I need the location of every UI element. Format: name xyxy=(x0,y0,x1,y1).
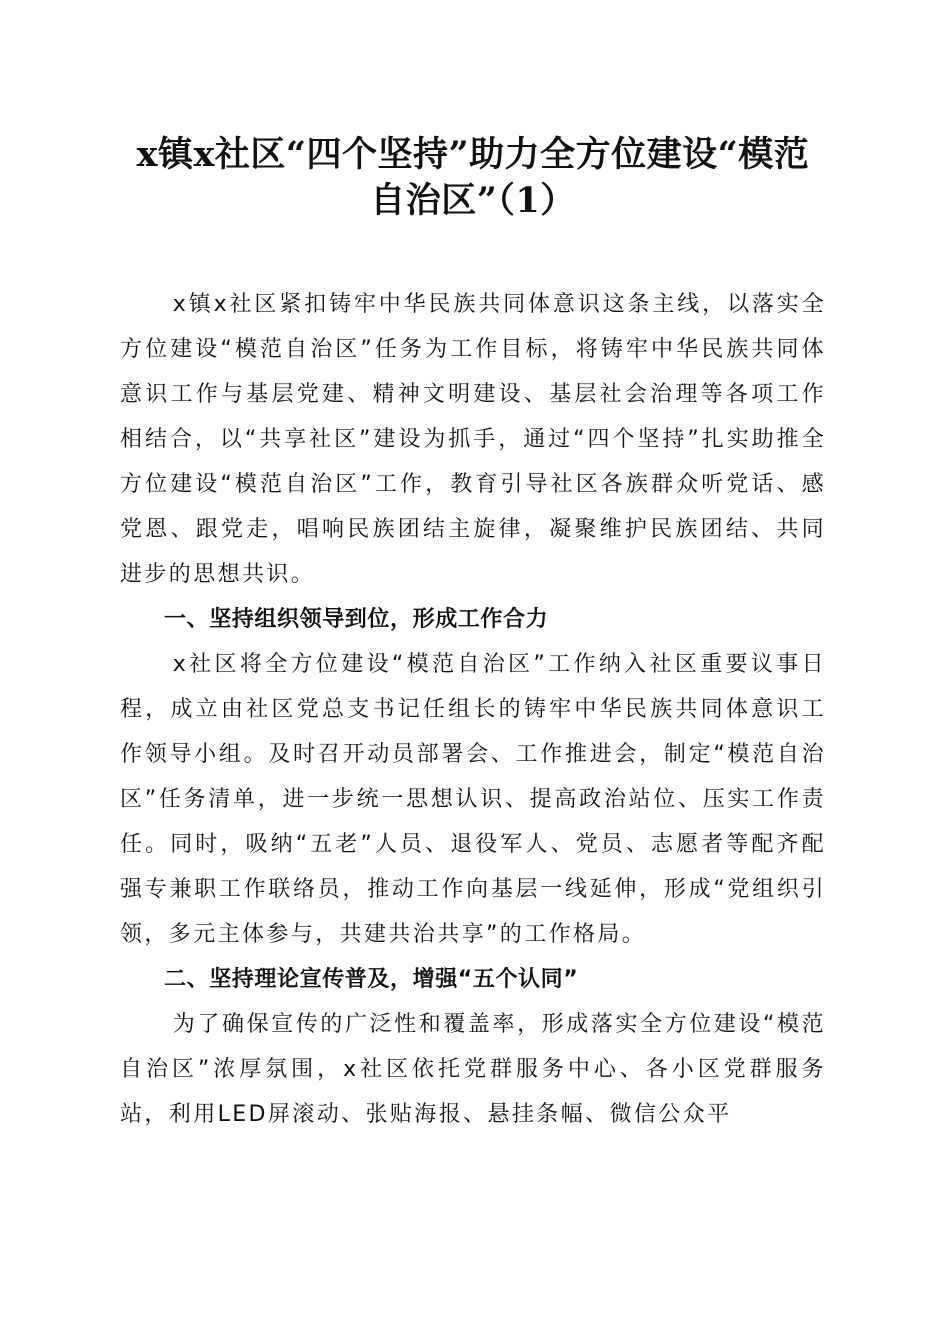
intro-paragraph: x镇x社区紧扣铸牢中华民族共同体意识这条主线，以落实全方位建设“模范自治区”任务为工作目标，将铸牢中华民族共同体意识工作与基层党建、精神文明建设、基层社会治理等各项工作相结合，以“共享社区”建设为抓手，通过“四个坚持”扎实助推全方位建设“模范自治区”工作，教育引导社区各族群众听党话、感党恩、跟党走，唱响民族团结主旋律，凝聚维护民族团结、共同进步的思想共识。 xyxy=(120,292,826,587)
document-title: x镇x社区“四个坚持”助力全方位建设“模范自治区”（1） xyxy=(136,134,810,221)
section-body-2: 为了确保宣传的广泛性和覆盖率，形成落实全方位建设“模范自治区”浓厚氛围，x社区依托党群服务中心、各小区党群服务站，利用LED屏滚动、张贴海报、悬挂条幅、微信公众平 xyxy=(120,1012,826,1127)
section-heading-1: 一、坚持组织领导到位，形成工作合力 xyxy=(164,607,549,632)
section-body-1: x社区将全方位建设“模范自治区”工作纳入社区重要议事日程，成立由社区党总支书记任组长的铸牢中华民族共同体意识工作领导小组。及时召开动员部署会、工作推进会，制定“模范自治区”任务清单，进一步统一思想认识、提高政治站位、压实工作责任。同时，吸纳“五老”人员、退役军人、党员、志愿者等配齐配强专兼职工作联络员，推动工作向基层一线延伸，形成“党组织引领，多元主体参与，共建共治共享”的工作格局。 xyxy=(120,652,826,947)
section-heading-2: 二、坚持理论宣传普及，增强“五个认同” xyxy=(164,967,579,992)
